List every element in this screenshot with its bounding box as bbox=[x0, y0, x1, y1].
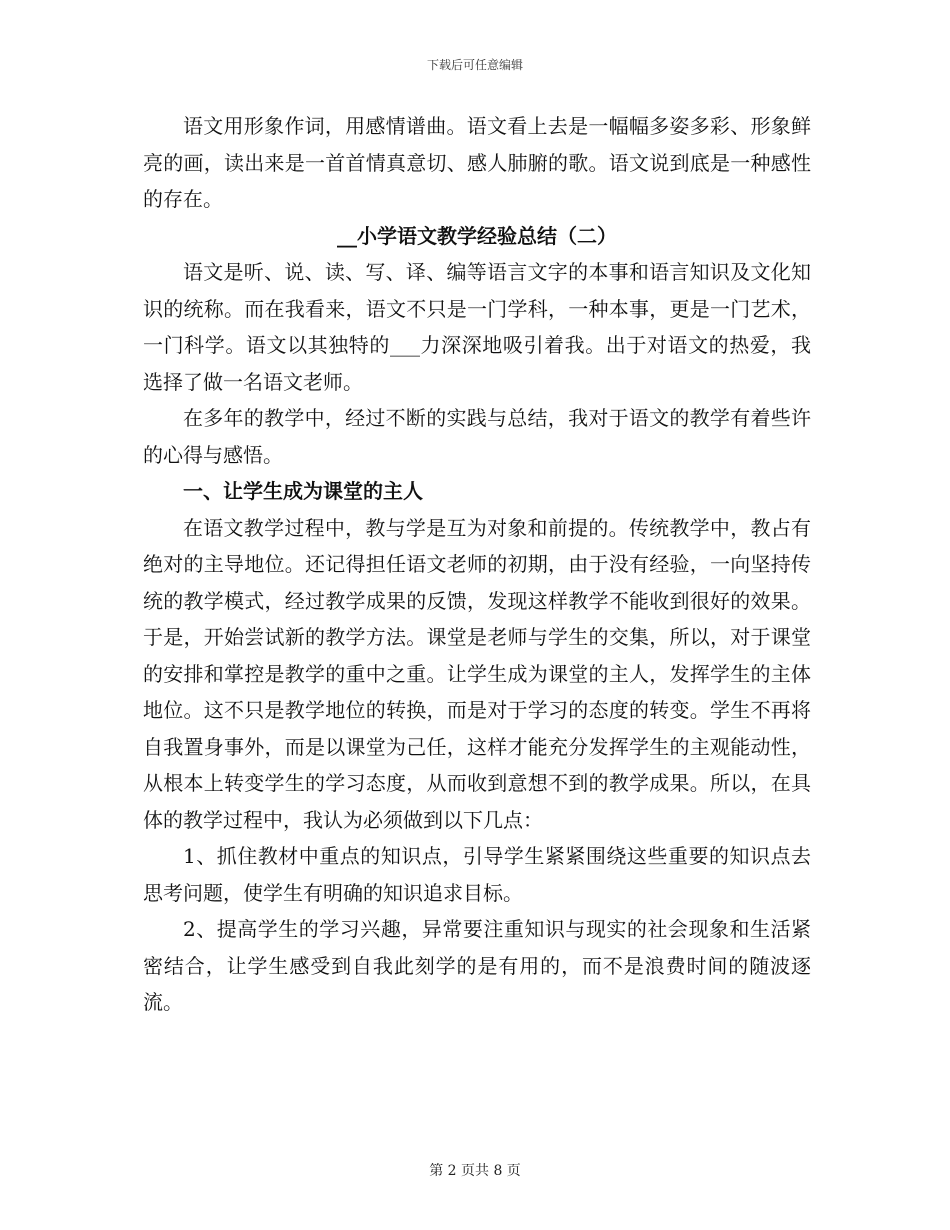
list-item-1: 1、抓住教材中重点的知识点，引导学生紧紧围绕这些重要的知识点去思考问题，使学生有明确的知识追求目标。 bbox=[143, 844, 811, 905]
page-header: 下载后可任意编辑 bbox=[426, 58, 523, 72]
list-item-2: 2、提高学生的学习兴趣，异常要注重知识与现实的社会现象和生活紧密结合，让学生感受到自我此刻学的是有用的，而不是浪费时间的随波逐流。 bbox=[143, 917, 811, 1014]
heading-student-master: 一、让学生成为课堂的主人 bbox=[183, 479, 423, 503]
paragraph-definition: 语文是听、说、读、写、译、编等语言文字的本事和语言知识及文化知识的统称。而在我看来，语文不只是一门学科，一种本事，更是一门艺术，一门科学。语文以其独特的___力深深地吸引着我。出于对语文的热爱，我选择了做一名语文老师。 bbox=[143, 260, 811, 394]
paragraph-experience: 在多年的教学中，经过不断的实践与总结，我对于语文的教学有着些许的心得与感悟。 bbox=[143, 406, 811, 467]
section-title: __小学语文教学经验总结（二） bbox=[337, 223, 617, 248]
document-body bbox=[143, 108, 811, 1021]
paragraph-teaching-process: 在语文教学过程中，教与学是互为对象和前提的。传统教学中，教占有绝对的主导地位。还记得担任语文老师的初期，由于没有经验，一向坚持传统的教学模式，经过教学成果的反馈，发现这样教学不能收到很好的效果。于是，开始尝试新的教学方法。课堂是老师与学生的交集，所以，对于课堂的安排和掌控是教学的重中之重。让学生成为课堂的主人，发挥学生的主体地位。这不只是教学地位的转换，而是对于学习的态度的转变。学生不再将自我置身事外，而是以课堂为己任，这样才能充分发挥学生的主观能动性，从根本上转变学生的学习态度，从而收到意想不到的教学成果。所以，在具体的教学过程中，我认为必须做到以下几点： bbox=[143, 515, 811, 832]
page-footer: 第 2 页共 8 页 bbox=[429, 1163, 521, 1179]
paragraph-intro: 语文用形象作词，用感情谱曲。语文看上去是一幅幅多姿多彩、形象鲜亮的画，读出来是一首首情真意切、感人肺腑的歌。语文说到底是一种感性的存在。 bbox=[143, 114, 811, 211]
